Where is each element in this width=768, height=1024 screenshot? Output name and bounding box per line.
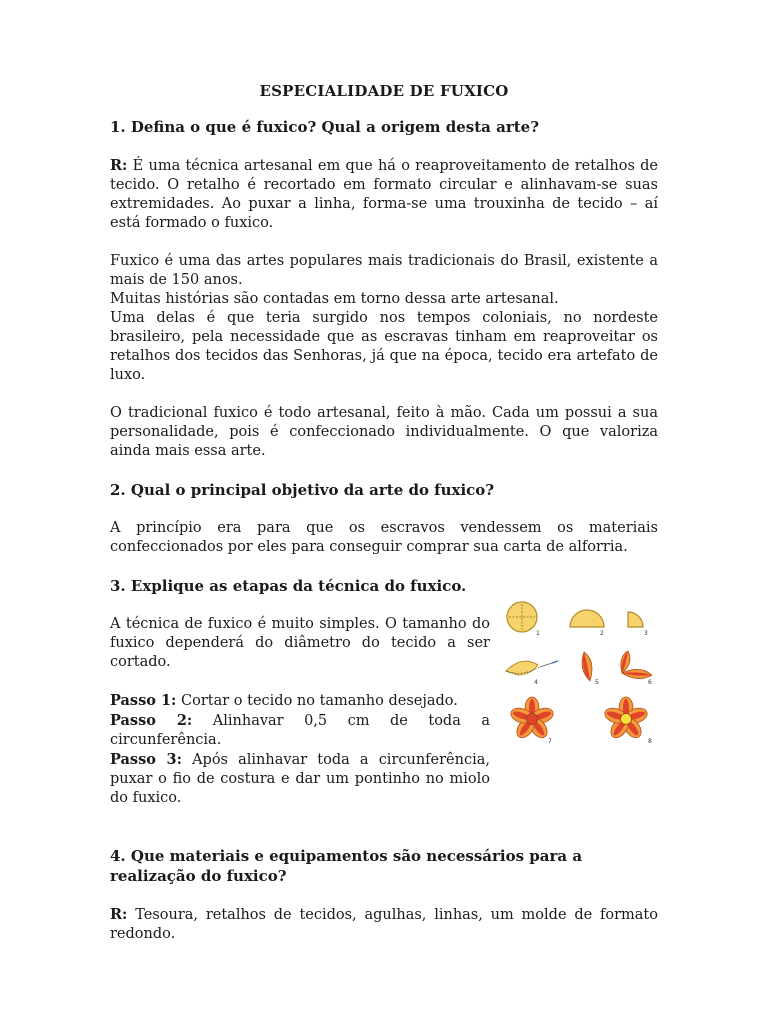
fig-label-1: 1	[536, 630, 540, 637]
answer-1-text: É uma técnica artesanal em que há o reaproveitamento de retalhos de tecido. O retalho é recortado em formato circular e alinhavam-se suas extremidades. Ao puxar a linha, forma-se uma trouxinha de tecido – aí está formado o fuxico.	[110, 158, 658, 231]
technique-intro: A técnica de fuxico é muito simples. O tamanho do fuxico dependerá do diâmetro do tecido a ser cortado.	[110, 616, 490, 670]
step-fig-quarter	[628, 612, 643, 627]
answer-1	[110, 156, 658, 233]
question-1: 1. Defina o que é fuxico? Qual a origem desta arte?	[110, 118, 540, 136]
question-4: 4. Que materiais e equipamentos são necessários para a realização do fuxico?	[110, 847, 583, 885]
step-fig-flower-8	[603, 697, 649, 741]
fig-label-2: 2	[600, 630, 604, 637]
step-1-text: Cortar o tecido no tamanho desejado.	[176, 693, 458, 709]
step-fig-circle	[507, 602, 537, 632]
history-paragraph-3: Uma delas é que teria surgido nos tempos coloniais, no nordeste brasileiro, pela necessidade que as escravas tinham em reaproveitar os retalhos dos tecidos das Senhoras, já que na época, tecido era artefato de luxo.	[110, 310, 658, 383]
step-1	[110, 691, 490, 711]
step-fig-petal	[582, 652, 592, 681]
step-3-label: Passo 3:	[110, 751, 182, 768]
answer-4	[110, 905, 658, 944]
answer-1-label: R:	[110, 157, 128, 174]
step-2-text: Alinhavar 0,5 cm de toda a circunferência.	[110, 713, 490, 748]
step-3-text: Após alinhavar toda a circunferência, puxar o fio de costura e dar um pontinho no miolo do fuxico.	[110, 752, 490, 806]
document-title: ESPECIALIDADE DE FUXICO	[259, 82, 509, 100]
answer-4-text: Tesoura, retalhos de tecidos, agulhas, linhas, um molde de formato redondo.	[110, 907, 658, 942]
step-1-label: Passo 1:	[110, 692, 177, 709]
step-fig-stitching	[506, 661, 558, 675]
question-3: 3. Explique as etapas da técnica do fuxico.	[110, 577, 467, 595]
tradition-paragraph: O tradicional fuxico é todo artesanal, feito à mão. Cada um possui a sua personalidade, pois é confeccionado individualmente. O que valoriza ainda mais essa arte.	[110, 405, 658, 459]
step-2	[110, 711, 490, 750]
answer-4-label: R:	[110, 906, 128, 923]
answer-2: A princípio era para que os escravos vendessem os materiais confeccionados por eles para conseguir comprar sua carta de alforria.	[110, 520, 658, 555]
document-page	[110, 82, 658, 963]
technique-text	[110, 615, 490, 808]
fig-label-4: 4	[534, 679, 538, 686]
step-fig-two-petals	[621, 651, 652, 679]
fig-label-3: 3	[644, 630, 648, 637]
step-2-label: Passo 2:	[110, 712, 193, 729]
fig-label-8: 8	[648, 738, 652, 745]
fuxico-steps-drawing	[500, 597, 658, 747]
fig-label-5: 5	[595, 679, 599, 686]
fig-label-6: 6	[648, 679, 652, 686]
question-2: 2. Qual o principal objetivo da arte do fuxico?	[110, 481, 495, 499]
history-paragraph-2: Muitas histórias são contadas em torno dessa arte artesanal.	[110, 291, 559, 307]
history-paragraph-1: Fuxico é uma das artes populares mais tradicionais do Brasil, existente a mais de 150 anos.	[110, 253, 658, 288]
step-3	[110, 750, 490, 808]
fuxico-steps-illustration	[500, 597, 658, 747]
fig-label-7: 7	[548, 738, 552, 745]
steps-list	[110, 691, 490, 808]
flower-center	[527, 714, 538, 725]
step-fig-half-circle	[570, 610, 604, 627]
step-fig-flower-7	[509, 697, 555, 741]
technique-section	[110, 615, 658, 808]
flower-center	[621, 714, 632, 725]
